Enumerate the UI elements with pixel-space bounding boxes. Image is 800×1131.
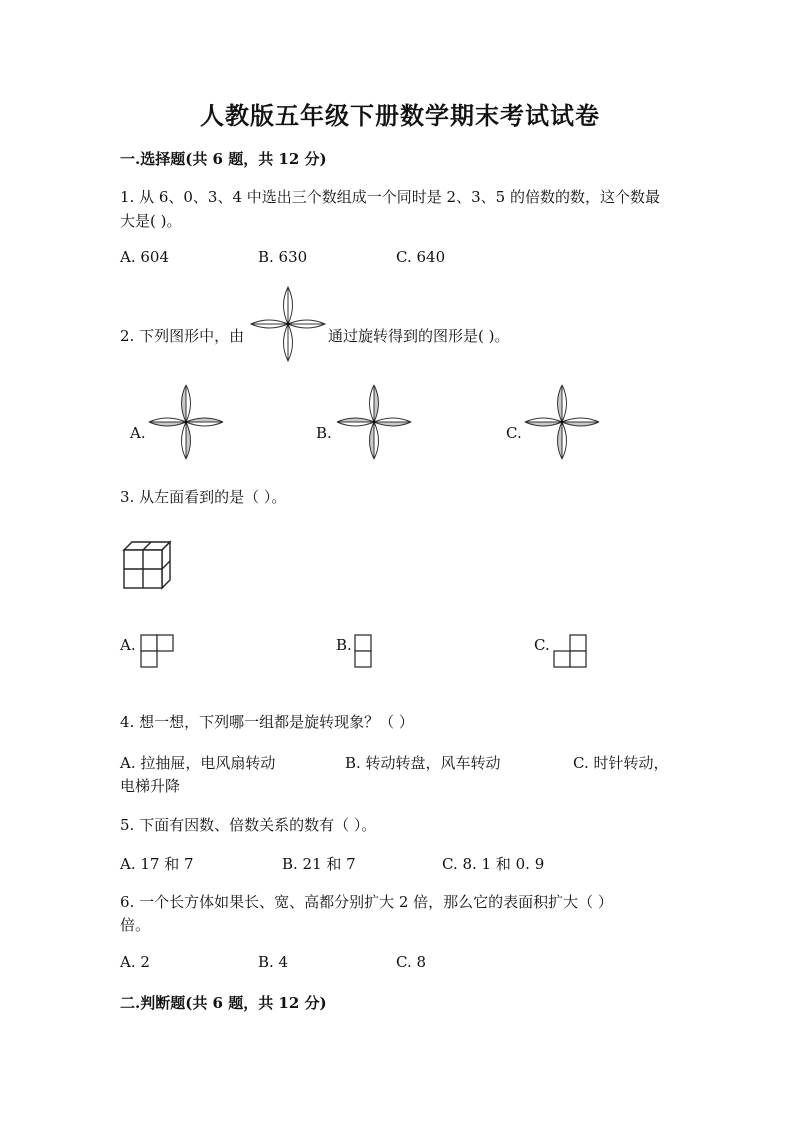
question-6-option-b: B. 4 bbox=[258, 953, 289, 971]
page-title: 人教版五年级下册数学期末考试试卷 bbox=[200, 101, 600, 130]
question-1-option-b: B. 630 bbox=[258, 248, 308, 266]
question-5-option-c: C. 8. 1 和 0. 9 bbox=[442, 855, 545, 873]
question-4-option-a: A. 拉抽屉，电风扇转动 bbox=[120, 754, 276, 772]
question-3-option-b-shape bbox=[354, 634, 374, 670]
question-4-option-a-wrap: 电梯升降 bbox=[120, 777, 181, 795]
question-1-line-1: 1. 从 6、0、3、4 中选出三个数组成一个同时是 2、3、5 的倍数的数，这个数最 bbox=[120, 188, 660, 206]
question-4-option-c: C. 时针转动， bbox=[573, 754, 669, 772]
question-2-option-c-label: C. bbox=[506, 424, 522, 442]
question-3-cube-figure bbox=[122, 540, 172, 590]
question-2-suffix: 通过旋转得到的图形是( )。 bbox=[328, 327, 510, 345]
question-2-option-c-flower bbox=[524, 384, 600, 460]
question-6-line-1: 6. 一个长方体如果长、宽、高都分别扩大 2 倍，那么它的表面积扩大（ ） bbox=[120, 893, 613, 911]
question-2-option-b-label: B. bbox=[316, 424, 332, 442]
question-2-prefix: 2. 下列图形中，由 bbox=[120, 327, 245, 345]
question-6-option-a: A. 2 bbox=[120, 953, 150, 971]
question-5-option-a: A. 17 和 7 bbox=[120, 855, 194, 873]
question-1-option-c: C. 640 bbox=[396, 248, 446, 266]
question-4-text: 4. 想一想，下列哪一组都是旋转现象？（ ） bbox=[120, 713, 414, 731]
question-1-option-a: A. 604 bbox=[120, 248, 169, 266]
question-6-option-c: C. 8 bbox=[396, 953, 427, 971]
question-5-text: 5. 下面有因数、倍数关系的数有（ ）。 bbox=[120, 816, 377, 834]
question-2-reference-flower bbox=[250, 286, 326, 362]
question-2-option-a-flower bbox=[148, 384, 224, 460]
question-6-line-2: 倍。 bbox=[120, 916, 151, 934]
question-4-option-b: B. 转动转盘，风车转动 bbox=[345, 754, 501, 772]
question-3-option-c-shape bbox=[553, 634, 589, 670]
question-2-option-b-flower bbox=[336, 384, 412, 460]
question-3-option-a-label: A. bbox=[120, 636, 136, 654]
question-3-option-a-shape bbox=[140, 634, 176, 670]
question-3-option-b-label: B. bbox=[336, 636, 352, 654]
question-5-option-b: B. 21 和 7 bbox=[282, 855, 356, 873]
section-heading-choice: 一.选择题(共 6 题，共 12 分) bbox=[120, 150, 327, 168]
section-heading-judgement: 二.判断题(共 6 题，共 12 分) bbox=[120, 994, 327, 1012]
question-3-text: 3. 从左面看到的是（ ）。 bbox=[120, 488, 287, 506]
question-1-line-2: 大是( )。 bbox=[120, 212, 182, 230]
question-3-option-c-label: C. bbox=[534, 636, 550, 654]
question-2-option-a-label: A. bbox=[130, 424, 146, 442]
